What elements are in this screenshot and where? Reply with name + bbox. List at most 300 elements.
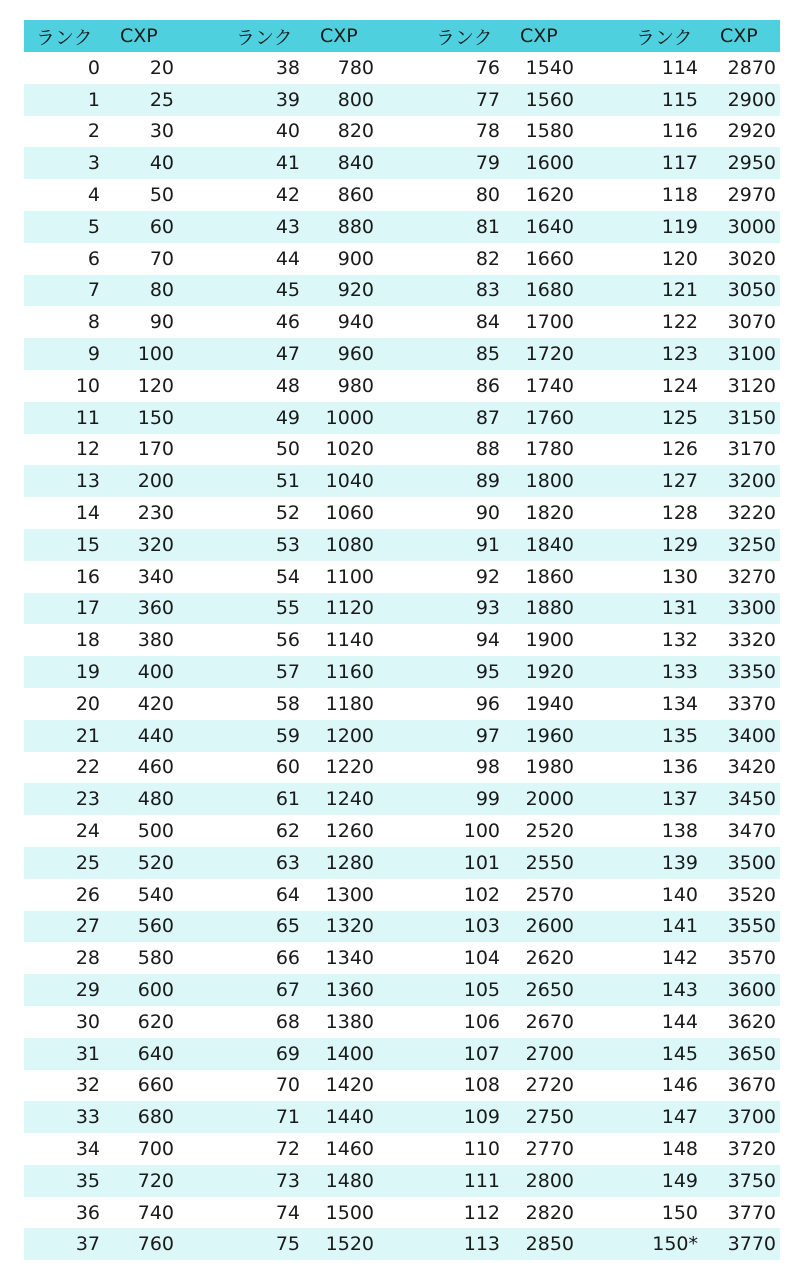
table-row: [24, 624, 780, 656]
cxp-cell: 2720: [525, 1074, 574, 1097]
cxp-cell: 320: [137, 533, 174, 556]
row-group-4: [624, 879, 780, 911]
cxp-cell: 920: [337, 279, 374, 302]
rank-cell: 61: [275, 788, 300, 811]
row-group-2: [224, 656, 424, 688]
rank-cell: 98: [475, 756, 500, 779]
table-row: [24, 974, 780, 1006]
cxp-cell: 1700: [525, 311, 574, 334]
cxp-cell: 230: [137, 502, 174, 525]
rank-cell: 68: [275, 1010, 300, 1033]
cxp-cell: 2850: [525, 1233, 574, 1256]
rank-cell: 81: [475, 215, 500, 238]
rank-cell: 118: [661, 184, 698, 207]
cxp-cell: 1360: [325, 979, 374, 1001]
cxp-cell: 100: [137, 343, 174, 366]
table-row: [24, 1197, 780, 1229]
cxp-cell: 360: [137, 597, 174, 620]
row-group-4: [624, 815, 780, 847]
table-row: [24, 84, 780, 116]
cxp-cell: 1100: [325, 565, 374, 588]
cxp-cell: 1400: [325, 1042, 374, 1065]
rank-cell: 46: [275, 311, 300, 334]
rank-cell: 78: [475, 120, 500, 143]
rank-cell: 22: [75, 756, 100, 779]
row-group-4: [624, 465, 780, 497]
rank-cell: 141: [661, 915, 698, 938]
row-group-1: [24, 656, 224, 688]
row-group-1: [24, 911, 224, 943]
row-group-1: [24, 815, 224, 847]
row-group-1: [24, 1197, 224, 1229]
row-group-2: [224, 211, 424, 243]
cxp-cell: 3320: [727, 629, 776, 652]
cxp-cell: 380: [137, 629, 174, 652]
rank-cell: 87: [475, 406, 500, 429]
row-group-2: [224, 624, 424, 656]
cxp-cell: 90: [149, 311, 174, 334]
row-group-1: [24, 275, 224, 307]
table-row: [24, 847, 780, 879]
cxp-cell: 1720: [525, 343, 574, 366]
row-group-4: [624, 942, 780, 974]
cxp-cell: 1280: [325, 851, 374, 874]
rank-cell: 93: [475, 597, 500, 620]
cxp-cell: 3400: [727, 724, 776, 747]
row-group-1: [24, 561, 224, 593]
cxp-cell: 2550: [525, 851, 574, 874]
cxp-cell: 620: [137, 1010, 174, 1033]
table-row: [24, 783, 780, 815]
row-group-3: [424, 179, 624, 211]
cxp-cell: 1800: [525, 470, 574, 493]
row-group-3: [424, 402, 624, 434]
row-group-1: [24, 306, 224, 338]
cxp-cell: 760: [137, 1233, 174, 1256]
cxp-cell: 840: [337, 152, 374, 175]
rank-cell: 127: [661, 470, 698, 493]
table-row: [24, 147, 780, 179]
rank-cell: 142: [661, 947, 698, 970]
rank-cell: 49: [275, 406, 300, 429]
table-row: [24, 720, 780, 752]
cxp-cell: 740: [137, 1201, 174, 1224]
row-group-4: [624, 370, 780, 402]
row-group-2: [224, 974, 424, 1006]
cxp-cell: 40: [149, 152, 174, 175]
rank-cell: 21: [75, 724, 100, 747]
row-group-4: [624, 847, 780, 879]
rank-cell: 62: [275, 820, 300, 843]
cxp-cell: 1760: [525, 406, 574, 429]
cxp-cell: 1940: [525, 692, 574, 715]
row-group-3: [424, 561, 624, 593]
row-group-4: [624, 84, 780, 116]
rank-cell: 92: [475, 565, 500, 588]
row-group-3: [424, 84, 624, 116]
row-group-2: [224, 593, 424, 625]
row-group-3: [424, 847, 624, 879]
rank-cell: 39: [275, 88, 300, 111]
row-group-2: [224, 783, 424, 815]
rank-cell: 9: [87, 343, 100, 366]
row-group-4: [624, 974, 780, 1006]
rank-cell: 17: [75, 597, 100, 620]
row-group-3: [424, 1038, 624, 1070]
cxp-cell: 3450: [727, 788, 776, 811]
rank-cell: 137: [661, 788, 698, 811]
row-group-2: [224, 1165, 424, 1197]
table-row: [24, 529, 780, 561]
row-group-2: [224, 879, 424, 911]
rank-cell: 18: [75, 629, 100, 652]
rank-cell: 144: [661, 1010, 698, 1033]
rank-cell: 103: [463, 915, 500, 938]
row-group-1: [24, 211, 224, 243]
row-group-4: [624, 275, 780, 307]
rank-cell: 52: [275, 502, 300, 525]
cxp-cell: 1140: [325, 629, 374, 652]
cxp-cell: 460: [137, 756, 174, 779]
row-group-4: [624, 529, 780, 561]
rank-cell: 115: [661, 88, 698, 111]
table-row: [24, 52, 780, 84]
row-group-3: [424, 147, 624, 179]
table-header: [24, 20, 780, 52]
cxp-cell: 2900: [727, 88, 776, 111]
cxp-cell: 2770: [525, 1137, 574, 1160]
cxp-cell: 3120: [727, 374, 776, 397]
row-group-4: [624, 1228, 780, 1260]
rank-cell: 10: [75, 374, 100, 397]
row-group-2: [224, 84, 424, 116]
cxp-cell: 1320: [325, 915, 374, 938]
cxp-cell: 900: [337, 247, 374, 270]
cxp-cell: 1460: [325, 1137, 374, 1160]
cxp-cell: 1980: [525, 756, 574, 779]
row-group-1: [24, 116, 224, 148]
cxp-cell: 2870: [727, 56, 776, 79]
row-group-2: [224, 147, 424, 179]
cxp-cell: 3770: [727, 1233, 776, 1256]
row-group-1: [24, 84, 224, 116]
rank-cell: 34: [75, 1137, 100, 1160]
cxp-cell: 2800: [525, 1169, 574, 1192]
rank-cell: 117: [661, 152, 698, 175]
cxp-cell: 1080: [325, 533, 374, 556]
row-group-2: [224, 1133, 424, 1165]
rank-cell: 84: [475, 311, 500, 334]
row-group-2: [224, 847, 424, 879]
rank-cell: 47: [275, 343, 300, 366]
row-group-1: [24, 752, 224, 784]
row-group-1: [24, 974, 224, 1006]
rank-cell: 86: [475, 374, 500, 397]
cxp-cell: 3700: [727, 1106, 776, 1129]
rank-cell: 145: [661, 1042, 698, 1065]
cxp-cell: 780: [337, 56, 374, 79]
header-rank: ランク: [36, 26, 93, 49]
row-group-2: [224, 529, 424, 561]
rank-cell: 99: [475, 788, 500, 811]
rank-cell: 111: [463, 1169, 500, 1192]
rank-cell: 60: [275, 756, 300, 779]
row-group-4: [624, 52, 780, 84]
rank-cell: 66: [275, 947, 300, 970]
rank-cell: 40: [275, 120, 300, 143]
cxp-cell: 1500: [325, 1201, 374, 1224]
row-group-2: [224, 815, 424, 847]
cxp-cell: 1520: [325, 1233, 374, 1256]
cxp-cell: 3220: [727, 502, 776, 525]
rank-cell: 116: [661, 120, 698, 143]
rank-cell: 57: [275, 661, 300, 684]
cxp-cell: 2920: [727, 120, 776, 143]
cxp-cell: 980: [337, 374, 374, 397]
rank-cell: 85: [475, 343, 500, 366]
cxp-cell: 2950: [727, 152, 776, 175]
rank-cell: 96: [475, 692, 500, 715]
row-group-1: [24, 402, 224, 434]
row-group-3: [424, 624, 624, 656]
row-group-1: [24, 52, 224, 84]
cxp-cell: 1180: [325, 692, 374, 715]
cxp-cell: 480: [137, 788, 174, 811]
rank-cell: 82: [475, 247, 500, 270]
cxp-cell: 1620: [525, 184, 574, 207]
rank-cell: 27: [75, 915, 100, 938]
table-row: [24, 911, 780, 943]
cxp-cell: 1580: [525, 120, 574, 143]
rank-cell: 63: [275, 851, 300, 874]
row-group-3: [424, 783, 624, 815]
rank-cell: 24: [75, 820, 100, 843]
row-group-3: [424, 370, 624, 402]
rank-cell: 88: [475, 438, 500, 461]
rank-cell: 44: [275, 247, 300, 270]
row-group-4: [624, 720, 780, 752]
row-group-4: [624, 402, 780, 434]
cxp-cell: 580: [137, 947, 174, 970]
rank-cell: 77: [475, 88, 500, 111]
cxp-cell: 1780: [525, 438, 574, 461]
cxp-cell: 3770: [727, 1201, 776, 1224]
cxp-cell: 3300: [727, 597, 776, 620]
rank-cell: 23: [75, 788, 100, 811]
row-group-3: [424, 497, 624, 529]
cxp-cell: 3050: [727, 279, 776, 302]
header-group-4: [624, 20, 780, 52]
table-row: [24, 338, 780, 370]
cxp-cell: 2520: [525, 820, 574, 843]
row-group-4: [624, 116, 780, 148]
row-group-3: [424, 1228, 624, 1260]
table-row: [24, 752, 780, 784]
row-group-2: [224, 370, 424, 402]
row-group-3: [424, 752, 624, 784]
header-rank: ランク: [436, 26, 493, 49]
header-group-1: [24, 20, 224, 52]
row-group-2: [224, 1101, 424, 1133]
cxp-cell: 500: [137, 820, 174, 843]
rank-cell: 41: [275, 152, 300, 175]
cxp-cell: 1540: [525, 56, 574, 79]
cxp-cell: 2000: [525, 788, 574, 811]
cxp-cell: 1160: [325, 661, 374, 684]
cxp-cell: 30: [149, 120, 174, 143]
row-group-2: [224, 434, 424, 466]
cxp-cell: 340: [137, 565, 174, 588]
row-group-1: [24, 1070, 224, 1102]
rank-cell: 97: [475, 724, 500, 747]
table-row: [24, 593, 780, 625]
cxp-cell: 800: [337, 88, 374, 111]
cxp-cell: 60: [149, 215, 174, 238]
row-group-3: [424, 688, 624, 720]
cxp-cell: 2670: [525, 1010, 574, 1033]
cxp-cell: 540: [137, 883, 174, 906]
cxp-cell: 3150: [727, 406, 776, 429]
rank-cell: 56: [275, 629, 300, 652]
table-row: [24, 275, 780, 307]
cxp-cell: 1840: [525, 533, 574, 556]
row-group-3: [424, 656, 624, 688]
row-group-4: [624, 688, 780, 720]
rank-cell: 29: [75, 979, 100, 1001]
row-group-1: [24, 847, 224, 879]
cxp-cell: 20: [149, 56, 174, 79]
table-row: [24, 497, 780, 529]
cxp-cell: 170: [137, 438, 174, 461]
rank-cell: 64: [275, 883, 300, 906]
rank-cell: 19: [75, 661, 100, 684]
table-row: [24, 1070, 780, 1102]
rank-cell: 139: [661, 851, 698, 874]
rank-cell: 50: [275, 438, 300, 461]
cxp-cell: 1000: [325, 406, 374, 429]
rank-cell: 54: [275, 565, 300, 588]
rank-cell: 138: [661, 820, 698, 843]
cxp-cell: 3100: [727, 343, 776, 366]
table-row: [24, 434, 780, 466]
cxp-cell: 120: [137, 374, 174, 397]
row-group-3: [424, 593, 624, 625]
rank-cell: 53: [275, 533, 300, 556]
cxp-cell: 720: [137, 1169, 174, 1192]
rank-cell: 121: [661, 279, 698, 302]
row-group-4: [624, 624, 780, 656]
cxp-cell: 3370: [727, 692, 776, 715]
rank-cell: 11: [75, 406, 100, 429]
row-group-4: [624, 338, 780, 370]
row-group-2: [224, 338, 424, 370]
row-group-1: [24, 434, 224, 466]
rank-cell: 133: [661, 661, 698, 684]
row-group-2: [224, 1006, 424, 1038]
cxp-cell: 700: [137, 1137, 174, 1160]
rank-cell: 59: [275, 724, 300, 747]
rank-cell: 14: [75, 502, 100, 525]
rank-cell: 65: [275, 915, 300, 938]
rank-cell: 105: [463, 979, 500, 1001]
cxp-cell: 1680: [525, 279, 574, 302]
cxp-cell: 1600: [525, 152, 574, 175]
rank-cell: 130: [661, 565, 698, 588]
rank-cell: 80: [475, 184, 500, 207]
cxp-cell: 1040: [325, 470, 374, 493]
rank-cell: 36: [75, 1201, 100, 1224]
cxp-cell: 860: [337, 184, 374, 207]
row-group-2: [224, 243, 424, 275]
rank-cell: 140: [661, 883, 698, 906]
rank-cell: 101: [463, 851, 500, 874]
rank-cell: 119: [661, 215, 698, 238]
row-group-2: [224, 1038, 424, 1070]
row-group-4: [624, 1070, 780, 1102]
row-group-4: [624, 211, 780, 243]
rank-cell: 124: [661, 374, 698, 397]
row-group-3: [424, 465, 624, 497]
row-group-4: [624, 1006, 780, 1038]
cxp-cell: 2650: [525, 979, 574, 1001]
rank-cell: 35: [75, 1169, 100, 1192]
table-row: [24, 179, 780, 211]
cxp-cell: 3270: [727, 565, 776, 588]
cxp-cell: 25: [149, 88, 174, 111]
cxp-cell: 2750: [525, 1106, 574, 1129]
row-group-3: [424, 306, 624, 338]
rank-cell: 20: [75, 692, 100, 715]
cxp-cell: 940: [337, 311, 374, 334]
cxp-cell: 3170: [727, 438, 776, 461]
row-group-4: [624, 306, 780, 338]
header-cxp: CXP: [320, 25, 358, 47]
row-group-3: [424, 338, 624, 370]
row-group-1: [24, 624, 224, 656]
header-cxp: CXP: [720, 25, 758, 47]
rank-cell: 55: [275, 597, 300, 620]
table-row: [24, 306, 780, 338]
rank-cell: 122: [661, 311, 698, 334]
cxp-cell: 1860: [525, 565, 574, 588]
cxp-cell: 640: [137, 1042, 174, 1065]
row-group-4: [624, 783, 780, 815]
cxp-cell: 150: [137, 406, 174, 429]
row-group-2: [224, 1197, 424, 1229]
cxp-cell: 3670: [727, 1074, 776, 1097]
rank-cell: 89: [475, 470, 500, 493]
rank-cell: 120: [661, 247, 698, 270]
row-group-1: [24, 243, 224, 275]
row-group-2: [224, 1070, 424, 1102]
cxp-cell: 2620: [525, 947, 574, 970]
rank-cell: 0: [87, 56, 100, 79]
row-group-2: [224, 497, 424, 529]
rank-cell: 149: [661, 1169, 698, 1192]
rank-cell: 70: [275, 1074, 300, 1097]
table-row: [24, 1006, 780, 1038]
row-group-1: [24, 1101, 224, 1133]
cxp-cell: 3650: [727, 1042, 776, 1065]
row-group-3: [424, 529, 624, 561]
header-cxp: CXP: [520, 25, 558, 47]
table-row: [24, 1165, 780, 1197]
row-group-2: [224, 465, 424, 497]
table-row: [24, 815, 780, 847]
header-group-3: [424, 20, 624, 52]
cxp-cell: 1060: [325, 502, 374, 525]
cxp-cell: 3520: [727, 883, 776, 906]
